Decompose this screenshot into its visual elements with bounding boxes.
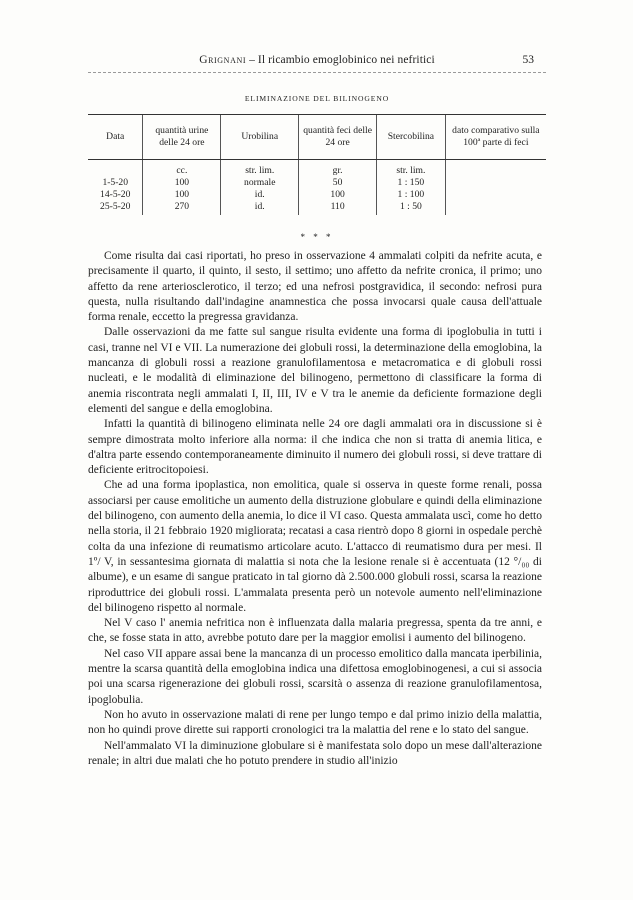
table-cell: 1 : 150 bbox=[377, 177, 446, 189]
article-title: – Il ricambio emoglobinico nei nefritici bbox=[249, 54, 435, 66]
body-text bbox=[88, 249, 542, 769]
table-cell: 1-5-20 bbox=[102, 177, 129, 188]
paragraph: Nel V caso l' anemia nefritica non è influenzata dalla malaria pregressa, spenta da tre anni, e che, se fosse stata in atto, avrebbe potuto dare per la maggior emolisi i aumento del bilinogeno. bbox=[88, 617, 542, 645]
table-row bbox=[88, 201, 546, 215]
col-header-urine: quantità urine delle 24 ore bbox=[143, 115, 221, 160]
table-cell: 100 bbox=[299, 189, 377, 201]
table-cell: 1 : 50 bbox=[377, 201, 446, 215]
table-row bbox=[88, 177, 546, 189]
header-rule bbox=[88, 72, 546, 73]
page-number: 53 bbox=[522, 54, 534, 66]
col-header-data: Data bbox=[88, 115, 143, 160]
col-header-feci: quantità feci delle 24 ore bbox=[299, 115, 377, 160]
table-cell: 100 bbox=[143, 189, 221, 201]
running-title bbox=[88, 54, 546, 66]
table-cell bbox=[445, 160, 546, 178]
table-cell: 270 bbox=[143, 201, 221, 215]
paragraph: Infatti la quantità di bilinogeno eliminata nelle 24 ore dagli ammalati ora in discussione si è sempre dimostrata molto inferiore alla norma: il che indica che non si tratta di anemia litica, e d'altra parte essendo contemporaneamente diminuito il numero dei globuli rossi, si deve trattare di deficiente eritrocitopoiesi. bbox=[88, 418, 542, 477]
table-cell bbox=[445, 189, 546, 201]
table-cell: 1 : 100 bbox=[377, 189, 446, 201]
table-cell: 25-5-20 bbox=[100, 201, 131, 212]
table-cell: cc. bbox=[143, 160, 221, 178]
table-header-row bbox=[88, 115, 546, 160]
table-cell bbox=[88, 160, 143, 178]
paragraph: Non ho avuto in osservazione malati di rene per lungo tempo e dal primo inizio della malattia, non ho quindi prove dirette sui rapporti cronologici tra la malattia del rene e lo stato del sangue. bbox=[88, 708, 542, 737]
table-title: ELIMINAZIONE DEL BILINOGENO bbox=[244, 94, 390, 103]
table-cell: id. bbox=[221, 189, 299, 201]
paragraph: Che ad una forma ipoplastica, non emolitica, quale si osserva in queste forme renali, possa associarsi per cause emolitiche un aumento della distruzione globulare e quindi della eliminazione del bilinogeno, con aumento della anemia, lo dice il VI caso. Questa ammalata uscì, come ho detto nella storia, il 21 febbraio 1920 migliorata; recatasi a casa rientrò dopo 8 giorni in ospedale perchè colta da una infezione di reumatismo articolare acuto. L'attacco di reumatismo dura per mesi. Il 1º/ V, in sessantesima giornata di malattia si nota che la lesione renale si è accentuata (12 °/₀₀ di albume), e un esame di sangue praticato in tal giorno dà 2.500.000 globuli rossi, scarsa la reazione riproduttrice dei globuli rossi. L'ammalata presenta però un notevole aumento nell'eliminazione del bilinogeno rispetto al normale. bbox=[88, 479, 542, 614]
table-cell: 50 bbox=[299, 177, 377, 189]
table-row bbox=[88, 189, 546, 201]
table-cell: normale bbox=[221, 177, 299, 189]
table-cell bbox=[445, 201, 546, 215]
table-cell: id. bbox=[221, 201, 299, 215]
table-cell bbox=[445, 177, 546, 189]
paragraph: Dalle osservazioni da me fatte sul sangue risulta evidente una forma di ipoglobulia in tutti i casi, tranne nel VI e VII. La numerazione dei globuli rossi, la determinazione della emoglobina, la mancanza di globuli rossi a reazione granulofilamentosa e metacromatica e di globuli rossi nucleati, e le modalità di eliminazione del bilinogeno, permettono di classificare la forma di anemia riscontrata negli ammalati I, II, III, IV e V tra le anemie da deficiente formazione degli elementi del sangue e della emoglobina. bbox=[88, 326, 542, 415]
table-cell: 110 bbox=[299, 201, 377, 215]
table-cell: str. lim. bbox=[221, 160, 299, 178]
author-name: Grignani bbox=[199, 54, 247, 66]
paragraph: Nel caso VII appare assai bene la mancanza di un processo emolitico dalla mancata iperbilinia, mentre la scarsa quantità della emoglobina indica una difettosa emoglobinogenesi, a cui si associa poi una scarsa rigenerazione dei globuli rossi, scarsità o assenza di reazione granulofilamentosa, ipoglobulia. bbox=[88, 647, 542, 706]
col-header-comparativo: dato comparativo sulla 100ª parte di feci bbox=[445, 115, 546, 160]
table-cell: 14-5-20 bbox=[100, 189, 131, 200]
section-separator: * * * bbox=[300, 232, 334, 242]
table-cell: 100 bbox=[143, 177, 221, 189]
table-cell: gr. bbox=[299, 160, 377, 178]
units-row bbox=[88, 160, 546, 178]
running-header bbox=[88, 54, 546, 70]
bilinogeno-table bbox=[88, 114, 546, 215]
paragraph: Come risulta dai casi riportati, ho preso in osservazione 4 ammalati colpiti da nefrite acuta, e precisamente il quarto, il quinto, il sesto, il settimo; uno affetto da nefrite cronica, il primo; uno affetto da rene arteriosclerotico, il terzo; ed una nefrosi postgravidica, il secondo: nefrosi pura questa, nulla risultando dall'indagine anamnestica che possa invocarsi quale causa dell'attuale forma renale, eccetto la pregressa gravidanza. bbox=[88, 250, 542, 324]
table-cell: str. lim. bbox=[377, 160, 446, 178]
col-header-stercobilina: Stercobilina bbox=[377, 115, 446, 160]
paragraph: Nell'ammalato VI la diminuzione globulare si è manifestata solo dopo un mese dall'alterazione renale; in altri due malati che ho potuto prendere in studio all'inizio bbox=[88, 739, 542, 767]
col-header-urobilina: Urobilina bbox=[221, 115, 299, 160]
